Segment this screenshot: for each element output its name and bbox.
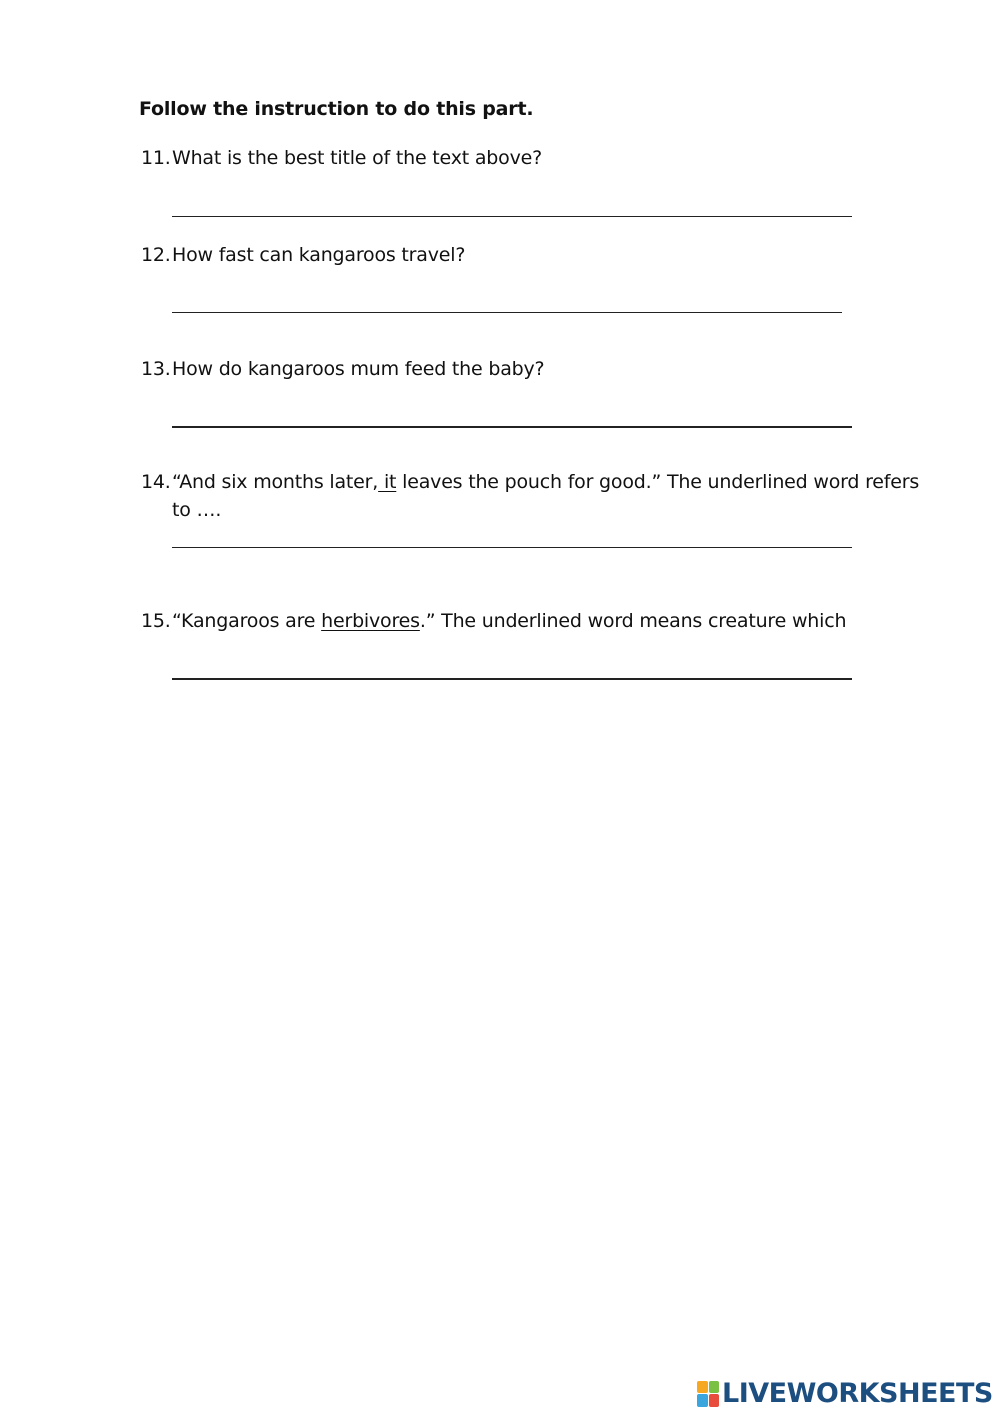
answer-line-15[interactable] — [172, 678, 852, 680]
question-number: 14. — [141, 471, 171, 493]
liveworksheets-logo — [697, 1378, 993, 1409]
answer-line-14[interactable] — [172, 547, 852, 548]
question-11 — [141, 144, 542, 172]
question-text: How fast can kangaroos travel? — [172, 244, 466, 266]
question-number: 13. — [141, 358, 171, 380]
question-text: How do kangaroos mum feed the baby? — [172, 358, 545, 380]
question-text: What is the best title of the text above? — [172, 147, 542, 169]
question-text-after: leaves the pouch for good.” The underlined word refers — [396, 471, 920, 493]
question-number: 11. — [141, 147, 171, 169]
logo-square — [709, 1381, 720, 1394]
question-15 — [141, 607, 846, 635]
logo-square — [697, 1381, 708, 1394]
question-number: 15. — [141, 610, 171, 632]
underlined-word: it — [378, 471, 397, 493]
question-text-after: .” The underlined word means creature which — [419, 610, 847, 632]
question-13 — [141, 355, 544, 383]
logo-mark-icon — [697, 1381, 719, 1407]
question-continuation: to …. — [172, 499, 222, 521]
question-12 — [141, 241, 465, 269]
underlined-word: herbivores — [321, 610, 420, 632]
question-number: 12. — [141, 244, 171, 266]
logo-square — [709, 1394, 720, 1407]
question-text-before: “And six months later, — [172, 471, 379, 493]
question-14 — [141, 468, 919, 524]
logo-square — [697, 1394, 708, 1407]
answer-line-12[interactable] — [172, 312, 842, 313]
instruction-heading: Follow the instruction to do this part. — [139, 98, 534, 120]
logo-text: LIVEWORKSHEETS — [722, 1378, 993, 1409]
question-text-before: “Kangaroos are — [172, 610, 322, 632]
answer-line-13[interactable] — [172, 426, 852, 428]
answer-line-11[interactable] — [172, 216, 852, 217]
